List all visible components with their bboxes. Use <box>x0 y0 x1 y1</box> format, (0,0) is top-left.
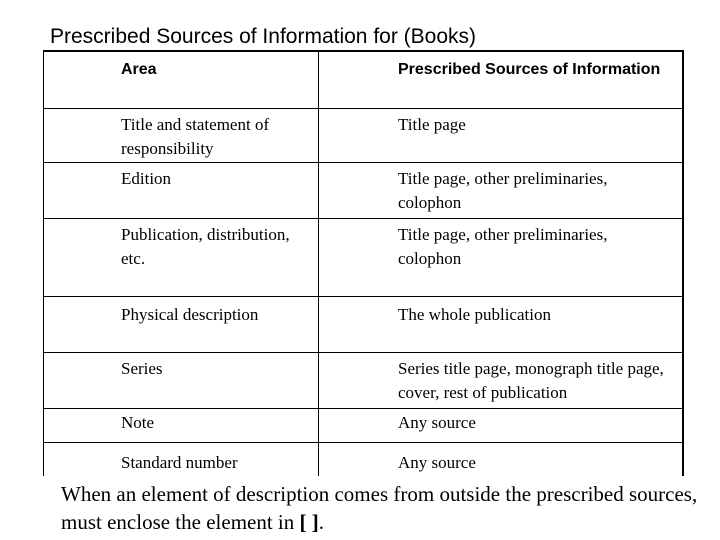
table-row <box>44 352 682 409</box>
source-cell: Any source <box>398 413 476 432</box>
area-cell: Series <box>121 359 163 378</box>
area-cell: Edition <box>121 169 172 188</box>
source-cell: Title page, other preliminaries, colophon <box>398 169 608 212</box>
source-cell: The whole publication <box>398 305 551 324</box>
table-row <box>44 218 682 297</box>
area-cell: Title and statement of responsibility <box>121 115 270 158</box>
area-cell: Note <box>121 413 155 432</box>
area-cell: Publication, distribution, etc. <box>121 225 290 268</box>
source-cell: Any source <box>398 453 476 472</box>
table-row <box>44 408 682 443</box>
footnote-end: . <box>318 510 325 534</box>
area-cell: Standard number <box>121 453 238 472</box>
table-row <box>44 296 682 353</box>
footnote-brackets: [ ] <box>299 510 319 534</box>
source-cell: Title page <box>398 115 466 134</box>
area-cell: Physical description <box>121 305 259 324</box>
footnote-text: When an element of description comes from outside the prescribed sources, must enclose the element in <box>61 482 698 534</box>
table-row <box>44 108 682 163</box>
sources-table <box>43 50 684 476</box>
table-row <box>44 442 682 476</box>
source-cell: Title page, other preliminaries, colophon <box>398 225 608 268</box>
footnote <box>61 480 716 536</box>
table-row <box>44 162 682 219</box>
table-header-row <box>44 52 682 109</box>
header-sources: Prescribed Sources of Information <box>398 61 661 78</box>
source-cell: Series title page, monograph title page, cover, rest of publication <box>398 359 664 402</box>
header-area: Area <box>121 61 157 78</box>
page-title: Prescribed Sources of Information for (Books) <box>50 25 477 48</box>
